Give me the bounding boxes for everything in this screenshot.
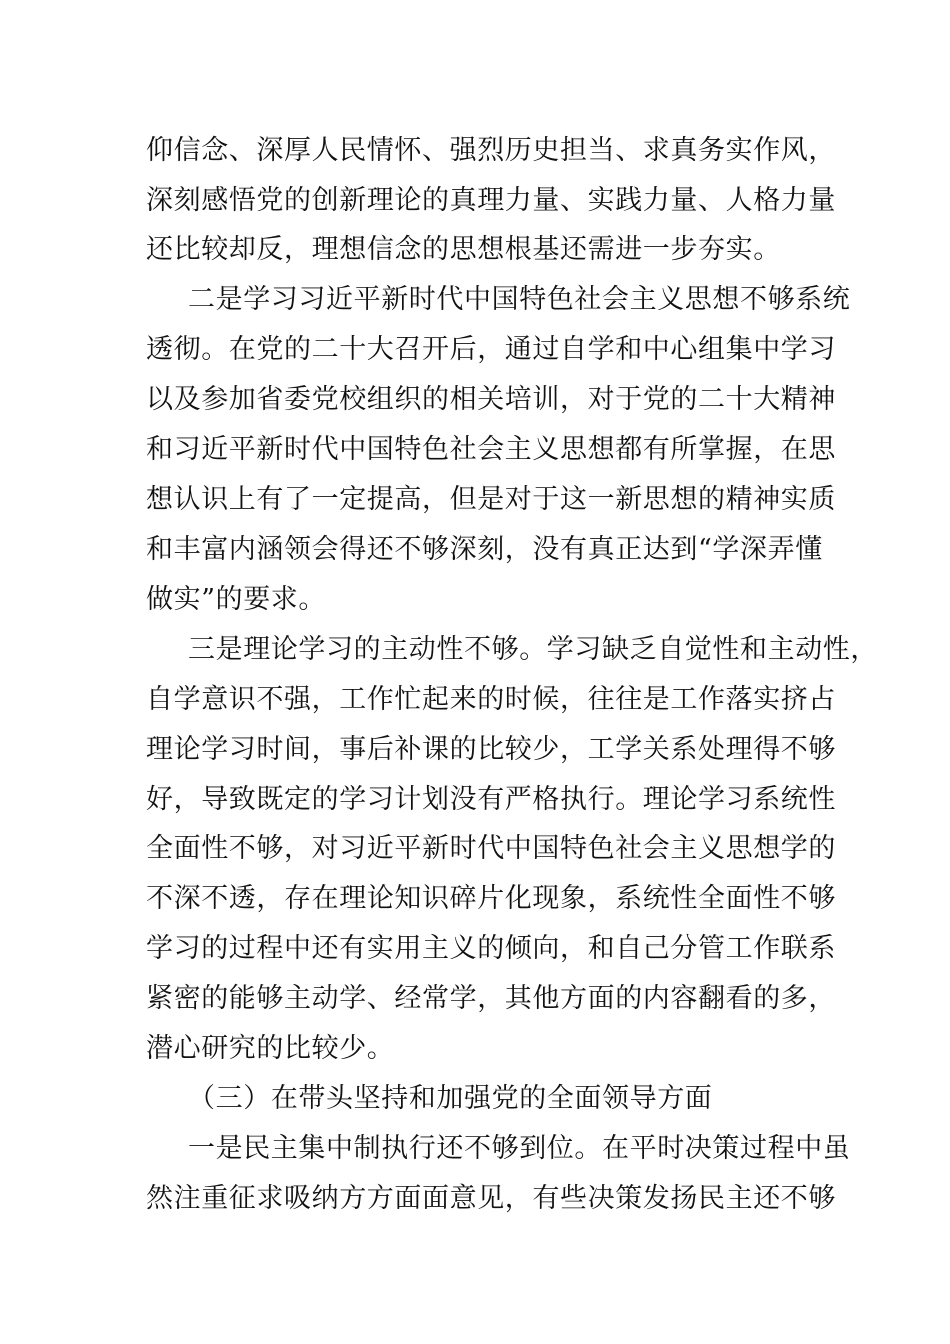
text-line-18: 紧密的能够主动学、经常学，其他方面的内容翻看的多， (146, 983, 836, 1014)
paragraph-4-start: 一是民主集中制执行还不够到位。在平时决策过程中虽 (188, 1133, 851, 1164)
text-line-9: 和丰富内涵领会得还不够深刻，没有真正达到“学深弄懂 (146, 534, 823, 565)
text-line-7: 和习近平新时代中国特色社会主义思想都有所掌握，在思 (146, 434, 836, 465)
text-line-3: 还比较却反，理想信念的思想根基还需进一步夯实。 (146, 234, 781, 265)
paragraph-3-start: 三是理论学习的主动性不够。学习缺乏自觉性和主动性， (188, 634, 878, 665)
text-line-17: 学习的过程中还有实用主义的倾向，和自己分管工作联系 (146, 933, 836, 964)
text-line-16: 不深不透，存在理论知识碎片化现象，系统性全面性不够 (146, 883, 836, 914)
paragraph-2-start: 二是学习习近平新时代中国特色社会主义思想不够系统 (188, 284, 851, 315)
text-line-15: 全面性不够，对习近平新时代中国特色社会主义思想学的 (146, 833, 836, 864)
text-line-8: 想认识上有了一定提高，但是对于这一新思想的精神实质 (146, 484, 836, 515)
text-line-1: 仰信念、深厚人民情怀、强烈历史担当、求真务实作风， (146, 135, 836, 166)
text-line-2: 深刻感悟党的创新理论的真理力量、实践力量、人格力量 (146, 185, 836, 216)
text-line-10: 做实”的要求。 (146, 584, 327, 615)
text-line-6: 以及参加省委党校组织的相关培训，对于党的二十大精神 (146, 384, 836, 415)
text-line-19: 潜心研究的比较少。 (146, 1033, 395, 1064)
text-line-22: 然注重征求吸纳方方面面意见，有些决策发扬民主还不够 (146, 1183, 836, 1214)
section-heading: （三）在带头坚持和加强党的全面领导方面 (188, 1083, 713, 1114)
text-line-5: 透彻。在党的二十大召开后，通过自学和中心组集中学习 (146, 334, 836, 365)
text-line-12: 自学意识不强，工作忙起来的时候，往往是工作落实挤占 (146, 684, 836, 715)
text-line-14: 好，导致既定的学习计划没有严格执行。理论学习系统性 (146, 784, 836, 815)
text-line-13: 理论学习时间，事后补课的比较少，工学关系处理得不够 (146, 734, 836, 765)
